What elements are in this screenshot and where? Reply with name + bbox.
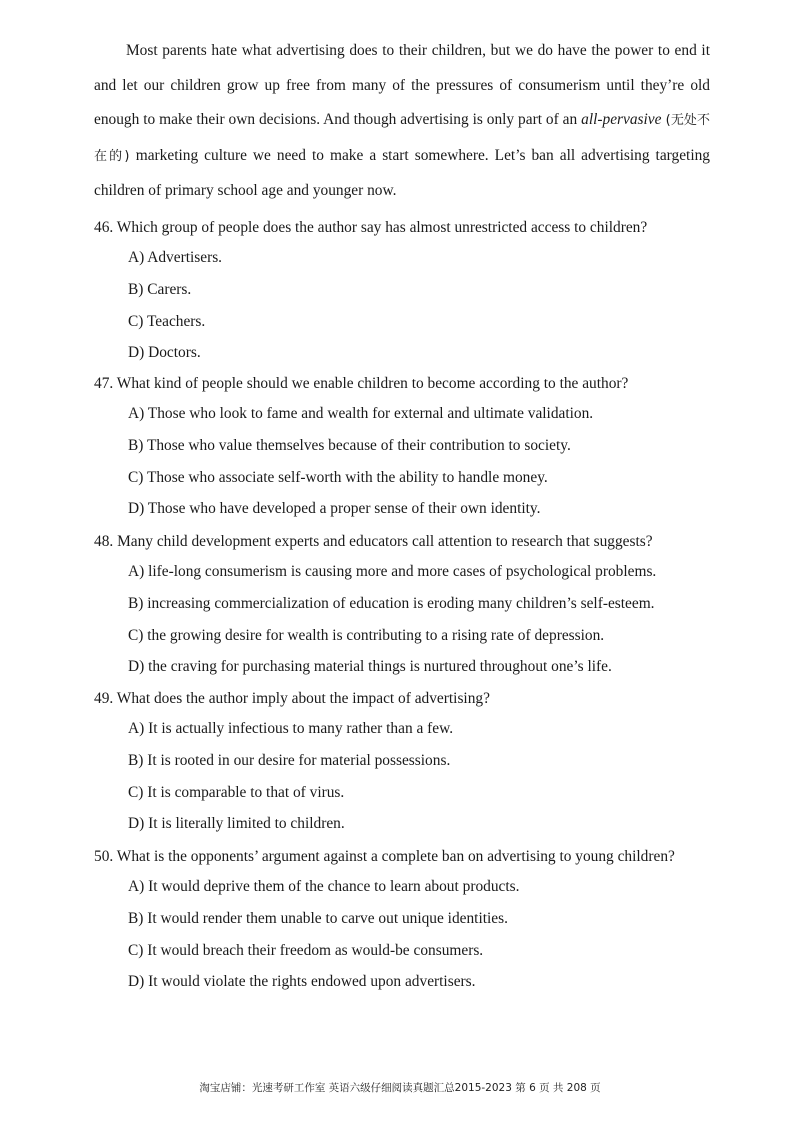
question-option: A) Advertisers. bbox=[128, 249, 223, 266]
question-option: C) the growing desire for wealth is contributing to a rising rate of depression. bbox=[128, 626, 605, 644]
question-option: A) It would deprive them of the chance to learn about products. bbox=[128, 878, 520, 895]
question-49 bbox=[94, 685, 734, 840]
question-option: D) Those who have developed a proper sense of their own identity. bbox=[128, 500, 541, 518]
question-stem: 47. What kind of people should we enable children to become according to the author? bbox=[94, 375, 629, 392]
question-option: A) It is actually infectious to many rather than a few. bbox=[128, 720, 454, 737]
question-option: B) Carers. bbox=[128, 280, 192, 298]
question-46 bbox=[94, 214, 734, 369]
passage-text-part1: Most parents hate what advertising does to their children, but we do have the power to end it and let our children grow up free from many of the pressures of consumerism until they’re old enough to make their own decisions. And though advertising is only part of an bbox=[94, 42, 710, 128]
question-50 bbox=[94, 843, 734, 998]
question-option: C) Teachers. bbox=[128, 312, 206, 330]
question-stem: 48. Many child development experts and educators call attention to research that suggests? bbox=[94, 533, 653, 550]
passage-paragraph bbox=[94, 34, 710, 209]
question-option: D) Doctors. bbox=[128, 344, 201, 362]
question-option: A) Those who look to fame and wealth for external and ultimate validation. bbox=[128, 405, 594, 422]
page-footer: 淘宝店铺：光速考研工作室 英语六级仔细阅读真题汇总2015-2023 第 6 页 共 208 页 bbox=[199, 1082, 601, 1094]
passage-text bbox=[94, 34, 710, 209]
question-option: C) It is comparable to that of virus. bbox=[128, 783, 345, 801]
question-option: C) Those who associate self-worth with the ability to handle money. bbox=[128, 468, 548, 486]
question-option: B) It is rooted in our desire for material possessions. bbox=[128, 751, 451, 769]
question-option: B) Those who value themselves because of their contribution to society. bbox=[128, 436, 571, 454]
passage-text-part2: marketing culture we need to make a start somewhere. Let’s ban all advertising targeting children of primary school age and younger now. bbox=[94, 146, 710, 199]
question-option: A) life-long consumerism is causing more and more cases of psychological problems. bbox=[128, 563, 657, 580]
question-option: D) the craving for purchasing material things is nurtured throughout one’s life. bbox=[128, 658, 612, 676]
question-48 bbox=[94, 528, 734, 683]
question-stem: 50. What is the opponents’ argument against a complete ban on advertising to young children? bbox=[94, 848, 675, 865]
passage-chinese-gloss: (无处不在的) bbox=[94, 113, 710, 164]
question-option: C) It would breach their freedom as would-be consumers. bbox=[128, 941, 484, 959]
question-stem: 46. Which group of people does the author say has almost unrestricted access to children? bbox=[94, 219, 648, 236]
question-option: D) It would violate the rights endowed upon advertisers. bbox=[128, 973, 476, 991]
question-option: B) It would render them unable to carve out unique identities. bbox=[128, 909, 508, 927]
question-47 bbox=[94, 370, 734, 525]
passage-italic-term: all-pervasive bbox=[581, 111, 662, 128]
question-stem: 49. What does the author imply about the impact of advertising? bbox=[94, 690, 490, 707]
question-option: B) increasing commercialization of education is eroding many children’s self-esteem. bbox=[128, 594, 655, 612]
question-option: D) It is literally limited to children. bbox=[128, 815, 345, 833]
